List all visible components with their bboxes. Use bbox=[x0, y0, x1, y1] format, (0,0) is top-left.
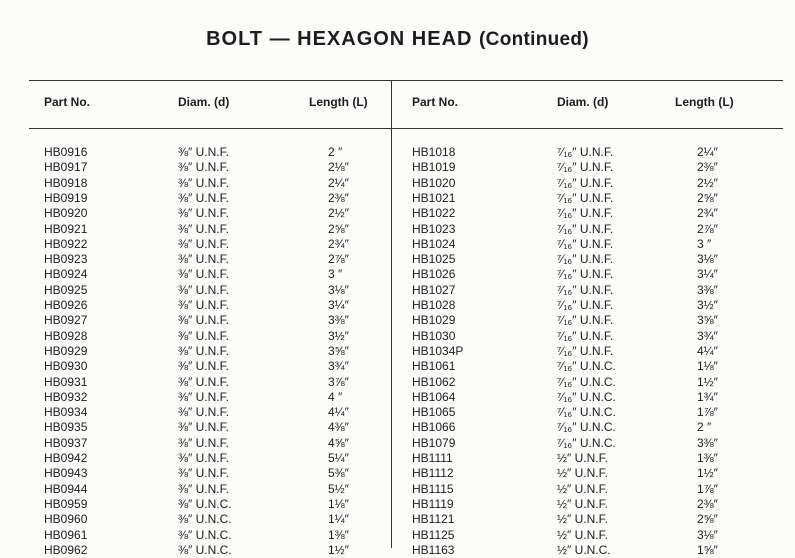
table-row bbox=[0, 313, 795, 328]
part-number-cell: HB0923 bbox=[44, 252, 88, 267]
part-number-cell: HB1028 bbox=[412, 298, 456, 312]
table-row bbox=[0, 466, 795, 481]
length-cell: 3⅜″ bbox=[697, 435, 718, 450]
diameter-cell: ⅜″ U.N.F. bbox=[178, 145, 229, 159]
length-cell: 2¼″ bbox=[328, 175, 349, 190]
table-row bbox=[0, 145, 795, 160]
length-cell: 2⅝″ bbox=[697, 190, 718, 205]
diameter-cell: ⁷⁄₁₆″ U.N.F. bbox=[557, 328, 614, 343]
diameter-cell: ⅜″ U.N.F. bbox=[178, 328, 229, 343]
diameter-cell: ½″ U.N.F. bbox=[557, 451, 608, 465]
part-number-cell: HB0942 bbox=[44, 451, 88, 465]
diameter-cell: ⅜″ U.N.F. bbox=[178, 175, 229, 190]
length-cell: 2⅛″ bbox=[328, 160, 349, 175]
diameter-cell: ⅜″ U.N.F. bbox=[178, 236, 229, 251]
length-cell: 2¾″ bbox=[697, 206, 718, 221]
part-number-cell: HB1019 bbox=[412, 160, 456, 175]
diameter-cell: ⅜″ U.N.F. bbox=[178, 435, 229, 450]
part-number-cell: HB0934 bbox=[44, 405, 88, 420]
length-cell: 2¼″ bbox=[697, 145, 718, 159]
length-cell: 3¼″ bbox=[697, 267, 718, 282]
length-cell: 2 ″ bbox=[328, 145, 343, 159]
diameter-cell: ⅜″ U.N.F. bbox=[178, 359, 229, 374]
length-cell: 2⅜″ bbox=[697, 160, 718, 175]
diameter-cell: ⁷⁄₁₆″ U.N.F. bbox=[557, 145, 614, 159]
part-number-cell: HB0921 bbox=[44, 221, 88, 236]
part-number-cell: HB1022 bbox=[412, 206, 456, 221]
part-number-cell: HB1030 bbox=[412, 328, 456, 343]
diameter-cell: ½″ U.N.F. bbox=[557, 527, 608, 542]
length-cell: 1½″ bbox=[697, 374, 718, 389]
diameter-cell: ⅜″ U.N.F. bbox=[178, 221, 229, 236]
length-cell: 4 ″ bbox=[328, 389, 343, 404]
length-cell: 2⅜″ bbox=[697, 496, 718, 511]
diameter-cell: ⅜″ U.N.C. bbox=[178, 512, 232, 527]
left-header-diam: Diam. (d) bbox=[178, 95, 230, 109]
part-number-cell: HB0928 bbox=[44, 328, 88, 343]
part-number-cell: HB1115 bbox=[412, 481, 454, 496]
table-row bbox=[0, 543, 795, 558]
diameter-cell: ⅜″ U.N.F. bbox=[178, 206, 229, 221]
right-header-diam: Diam. (d) bbox=[557, 95, 609, 109]
diameter-cell: ⁷⁄₁₆″ U.N.C. bbox=[557, 420, 616, 435]
length-cell: 5¼″ bbox=[328, 451, 349, 465]
table-row bbox=[0, 222, 795, 237]
length-cell: 3⅞″ bbox=[328, 374, 349, 389]
length-cell: 1½″ bbox=[328, 542, 349, 557]
diameter-cell: ⁷⁄₁₆″ U.N.F. bbox=[557, 236, 614, 251]
length-cell: 3½″ bbox=[697, 298, 718, 312]
diameter-cell: ⅜″ U.N.F. bbox=[178, 282, 229, 297]
length-cell: 4¼″ bbox=[328, 405, 349, 420]
part-number-cell: HB1066 bbox=[412, 420, 456, 435]
length-cell: 1⅞″ bbox=[697, 481, 718, 496]
diameter-cell: ⁷⁄₁₆″ U.N.F. bbox=[557, 206, 614, 221]
part-number-cell: HB1062 bbox=[412, 374, 456, 389]
part-number-cell: HB0917 bbox=[44, 160, 88, 175]
part-number-cell: HB0962 bbox=[44, 542, 88, 557]
table-row bbox=[0, 267, 795, 282]
diameter-cell: ⅜″ U.N.F. bbox=[178, 160, 229, 175]
part-number-cell: HB0937 bbox=[44, 435, 88, 450]
diameter-cell: ⅜″ U.N.C. bbox=[178, 496, 232, 511]
part-number-cell: HB1034P bbox=[412, 343, 464, 358]
table-row bbox=[0, 528, 795, 543]
right-header-length: Length (L) bbox=[675, 95, 734, 109]
title-suffix: (Continued) bbox=[479, 29, 589, 50]
table-row bbox=[0, 436, 795, 451]
length-cell: 3¼″ bbox=[328, 298, 349, 312]
part-number-cell: HB0918 bbox=[44, 175, 88, 190]
table-row bbox=[0, 160, 795, 175]
diameter-cell: ⁷⁄₁₆″ U.N.F. bbox=[557, 221, 614, 236]
diameter-cell: ⅜″ U.N.F. bbox=[178, 405, 229, 420]
part-number-cell: HB1163 bbox=[412, 542, 455, 557]
length-cell: 1¼″ bbox=[328, 512, 349, 527]
length-cell: 1⅝″ bbox=[697, 542, 718, 557]
diameter-cell: ⁷⁄₁₆″ U.N.C. bbox=[557, 435, 616, 450]
length-cell: 1⅛″ bbox=[328, 496, 349, 511]
length-cell: 3⅛″ bbox=[697, 527, 718, 542]
part-number-cell: HB0960 bbox=[44, 512, 88, 527]
length-cell: 1¾″ bbox=[697, 389, 718, 404]
part-number-cell: HB1111 bbox=[412, 451, 453, 465]
diameter-cell: ⅜″ U.N.F. bbox=[178, 420, 229, 435]
length-cell: 5⅜″ bbox=[328, 466, 349, 481]
part-number-cell: HB0944 bbox=[44, 481, 88, 496]
length-cell: 3⅝″ bbox=[328, 343, 349, 358]
length-cell: 1½″ bbox=[697, 466, 718, 481]
diameter-cell: ⅜″ U.N.F. bbox=[178, 466, 229, 481]
part-number-cell: HB1021 bbox=[412, 190, 456, 205]
diameter-cell: ⅜″ U.N.F. bbox=[178, 190, 229, 205]
table-row bbox=[0, 512, 795, 527]
length-cell: 2½″ bbox=[328, 206, 349, 221]
part-number-cell: HB1024 bbox=[412, 236, 456, 251]
diameter-cell: ½″ U.N.F. bbox=[557, 496, 608, 511]
part-number-cell: HB0929 bbox=[44, 343, 88, 358]
length-cell: 1⅛″ bbox=[697, 359, 718, 374]
part-number-cell: HB1025 bbox=[412, 252, 456, 267]
diameter-cell: ⁷⁄₁₆″ U.N.F. bbox=[557, 175, 614, 190]
part-number-cell: HB0919 bbox=[44, 190, 88, 205]
table-row bbox=[0, 375, 795, 390]
table-row bbox=[0, 283, 795, 298]
length-cell: 2⅝″ bbox=[328, 221, 349, 236]
length-cell: 2⅞″ bbox=[697, 221, 718, 236]
diameter-cell: ½″ U.N.F. bbox=[557, 512, 608, 527]
part-number-cell: HB0935 bbox=[44, 420, 88, 435]
part-number-cell: HB1121 bbox=[412, 512, 455, 527]
title-main: BOLT — HEXAGON HEAD bbox=[206, 28, 473, 50]
length-cell: 1⅞″ bbox=[697, 405, 718, 420]
part-number-cell: HB1079 bbox=[412, 435, 456, 450]
part-number-cell: HB0924 bbox=[44, 267, 88, 282]
part-number-cell: HB1112 bbox=[412, 466, 454, 481]
diameter-cell: ⁷⁄₁₆″ U.N.F. bbox=[557, 160, 614, 175]
table-row bbox=[0, 497, 795, 512]
table-row bbox=[0, 344, 795, 359]
table-row bbox=[0, 390, 795, 405]
length-cell: 3 ″ bbox=[697, 236, 712, 251]
table-row bbox=[0, 298, 795, 313]
length-cell: 1⅜″ bbox=[328, 527, 349, 542]
length-cell: 2⅝″ bbox=[697, 512, 718, 527]
left-header-length: Length (L) bbox=[309, 95, 368, 109]
part-number-cell: HB0931 bbox=[44, 374, 88, 389]
diameter-cell: ⁷⁄₁₆″ U.N.C. bbox=[557, 405, 616, 420]
length-cell: 1⅜″ bbox=[697, 451, 718, 465]
table-row bbox=[0, 451, 795, 466]
length-cell: 3¾″ bbox=[328, 359, 349, 374]
diameter-cell: ⅜″ U.N.F. bbox=[178, 389, 229, 404]
part-number-cell: HB1061 bbox=[412, 359, 456, 374]
length-cell: 3¾″ bbox=[697, 328, 718, 343]
part-number-cell: HB1023 bbox=[412, 221, 456, 236]
part-number-cell: HB1119 bbox=[412, 496, 454, 511]
table-row bbox=[0, 420, 795, 435]
diameter-cell: ⅜″ U.N.F. bbox=[178, 343, 229, 358]
part-number-cell: HB0926 bbox=[44, 298, 88, 312]
diameter-cell: ⅜″ U.N.F. bbox=[178, 267, 229, 282]
diameter-cell: ⁷⁄₁₆″ U.N.C. bbox=[557, 359, 616, 374]
part-number-cell: HB0943 bbox=[44, 466, 88, 481]
diameter-cell: ½″ U.N.C. bbox=[557, 542, 611, 557]
table-row bbox=[0, 206, 795, 221]
diameter-cell: ⅜″ U.N.C. bbox=[178, 542, 232, 557]
diameter-cell: ½″ U.N.F. bbox=[557, 481, 608, 496]
right-header-part-no: Part No. bbox=[412, 95, 459, 109]
length-cell: 2⅞″ bbox=[328, 252, 349, 267]
table-row bbox=[0, 359, 795, 374]
diameter-cell: ⁷⁄₁₆″ U.N.F. bbox=[557, 313, 614, 328]
part-number-cell: HB1026 bbox=[412, 267, 456, 282]
part-number-cell: HB1125 bbox=[412, 527, 455, 542]
table-row bbox=[0, 405, 795, 420]
diameter-cell: ⅜″ U.N.F. bbox=[178, 313, 229, 328]
diameter-cell: ⁷⁄₁₆″ U.N.F. bbox=[557, 298, 614, 312]
diameter-cell: ⅜″ U.N.F. bbox=[178, 481, 229, 496]
part-number-cell: HB0916 bbox=[44, 145, 88, 159]
length-cell: 5½″ bbox=[328, 481, 349, 496]
diameter-cell: ⅜″ U.N.F. bbox=[178, 298, 229, 312]
length-cell: 3⅛″ bbox=[697, 252, 718, 267]
length-cell: 4⅜″ bbox=[328, 420, 349, 435]
diameter-cell: ⅜″ U.N.F. bbox=[178, 374, 229, 389]
diameter-cell: ⁷⁄₁₆″ U.N.F. bbox=[557, 282, 614, 297]
length-cell: 4¼″ bbox=[697, 343, 718, 358]
diameter-cell: ⁷⁄₁₆″ U.N.F. bbox=[557, 267, 614, 282]
length-cell: 2 ″ bbox=[697, 420, 712, 435]
left-header-part-no: Part No. bbox=[44, 95, 91, 109]
diameter-cell: ⁷⁄₁₆″ U.N.F. bbox=[557, 190, 614, 205]
diameter-cell: ½″ U.N.F. bbox=[557, 466, 608, 481]
part-number-cell: HB1064 bbox=[412, 389, 456, 404]
length-cell: 3 ″ bbox=[328, 267, 343, 282]
part-number-cell: HB0922 bbox=[44, 236, 88, 251]
table-row bbox=[0, 329, 795, 344]
part-number-cell: HB0932 bbox=[44, 389, 88, 404]
part-number-cell: HB1020 bbox=[412, 175, 456, 190]
length-cell: 3⅛″ bbox=[328, 282, 349, 297]
table-row bbox=[0, 482, 795, 497]
part-number-cell: HB1018 bbox=[412, 145, 456, 159]
diameter-cell: ⅜″ U.N.F. bbox=[178, 252, 229, 267]
length-cell: 2⅜″ bbox=[328, 190, 349, 205]
diameter-cell: ⁷⁄₁₆″ U.N.F. bbox=[557, 343, 614, 358]
length-cell: 3⅜″ bbox=[697, 282, 718, 297]
part-number-cell: HB1065 bbox=[412, 405, 456, 420]
part-number-cell: HB0927 bbox=[44, 313, 88, 328]
part-number-cell: HB0920 bbox=[44, 206, 88, 221]
diameter-cell: ⁷⁄₁₆″ U.N.C. bbox=[557, 374, 616, 389]
diameter-cell: ⅜″ U.N.F. bbox=[178, 451, 229, 465]
table-row bbox=[0, 237, 795, 252]
part-number-cell: HB0930 bbox=[44, 359, 88, 374]
table-row bbox=[0, 176, 795, 191]
part-number-cell: HB0925 bbox=[44, 282, 88, 297]
diameter-cell: ⁷⁄₁₆″ U.N.C. bbox=[557, 389, 616, 404]
part-number-cell: HB1027 bbox=[412, 282, 456, 297]
part-number-cell: HB0961 bbox=[44, 527, 88, 542]
length-cell: 3⅝″ bbox=[697, 313, 718, 328]
part-number-cell: HB1029 bbox=[412, 313, 456, 328]
length-cell: 2¾″ bbox=[328, 236, 349, 251]
diameter-cell: ⅜″ U.N.C. bbox=[178, 527, 232, 542]
length-cell: 2½″ bbox=[697, 175, 718, 190]
length-cell: 3⅜″ bbox=[328, 313, 349, 328]
table-row bbox=[0, 252, 795, 267]
length-cell: 3½″ bbox=[328, 328, 349, 343]
part-number-cell: HB0959 bbox=[44, 496, 88, 511]
table-row bbox=[0, 191, 795, 206]
diameter-cell: ⁷⁄₁₆″ U.N.F. bbox=[557, 252, 614, 267]
length-cell: 4⅝″ bbox=[328, 435, 349, 450]
